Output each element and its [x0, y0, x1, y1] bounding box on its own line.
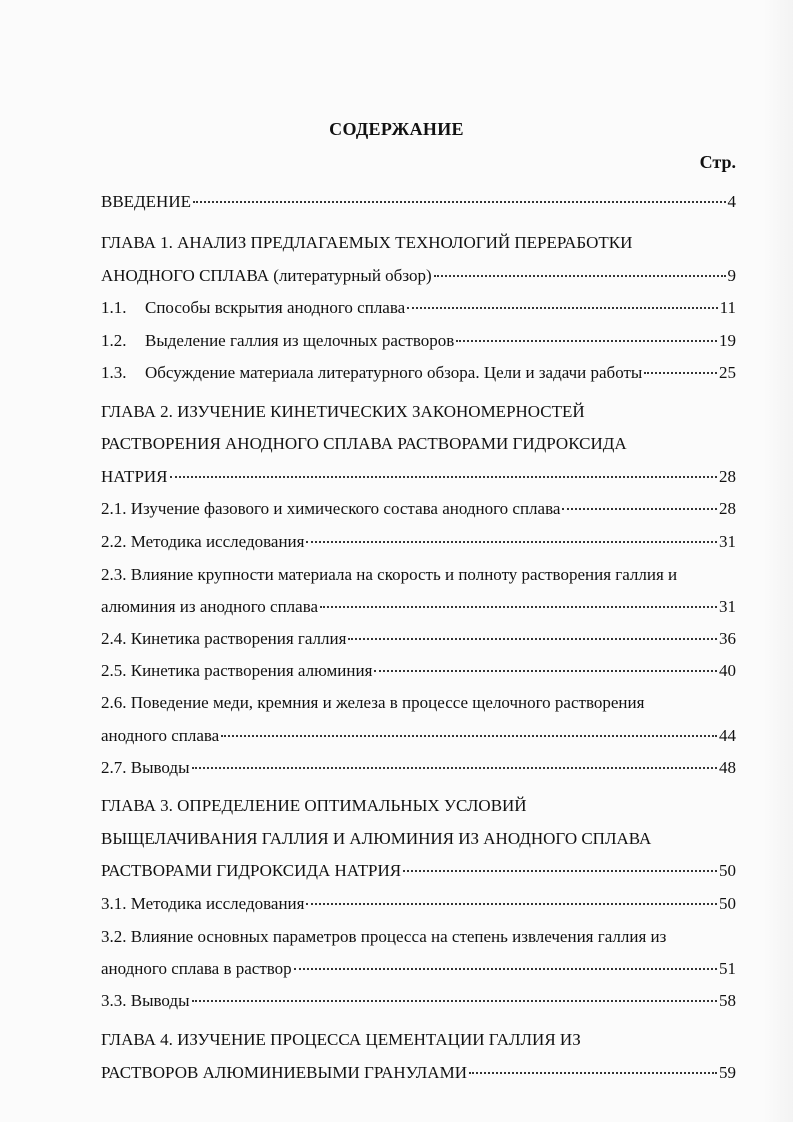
toc-page-number: 40 — [719, 661, 736, 680]
toc-entry-2-7[interactable] — [101, 757, 736, 779]
leader-dots — [644, 372, 717, 374]
toc-entry-text: 3.1. Методика исследования — [101, 894, 305, 913]
chapter-3-heading-line-1: ГЛАВА 3. ОПРЕДЕЛЕНИЕ ОПТИМАЛЬНЫХ УСЛОВИЙ — [101, 796, 527, 815]
toc-entry-text: 2.2. Методика исследования — [101, 532, 305, 551]
leader-dots — [469, 1072, 717, 1074]
toc-entry-chapter-2[interactable] — [101, 466, 736, 488]
toc-entry-3-2[interactable] — [101, 958, 736, 980]
toc-entry-2-1[interactable] — [101, 498, 736, 520]
section-number: 1.2. — [101, 331, 127, 350]
toc-entry-2-6[interactable] — [101, 725, 736, 747]
page-column-header: Стр. — [699, 152, 736, 172]
toc-entry-intro[interactable] — [101, 191, 736, 213]
toc-entry-chapter-1[interactable] — [101, 265, 736, 287]
toc-entry-1-3[interactable] — [101, 362, 736, 384]
toc-page-number: 4 — [727, 192, 736, 211]
toc-entry-text: анодного сплава — [101, 726, 220, 745]
toc-entry-text: алюминия из анодного сплава — [101, 597, 319, 616]
toc-page-number: 36 — [719, 629, 736, 648]
section-number: 1.1. — [101, 298, 127, 317]
toc-entry-text: 2.5. Кинетика растворения алюминия — [101, 661, 373, 680]
toc-entry-chapter-4[interactable] — [101, 1062, 736, 1084]
toc-entry-text: Обсуждение материала литературного обзора. Цели и задачи работы — [145, 363, 643, 382]
toc-entry-1-2[interactable] — [101, 330, 736, 352]
toc-page-number: 31 — [719, 597, 736, 616]
chapter-4-heading-line-1: ГЛАВА 4. ИЗУЧЕНИЕ ПРОЦЕССА ЦЕМЕНТАЦИИ ГАЛЛИЯ ИЗ — [101, 1030, 581, 1049]
leader-dots — [306, 903, 717, 905]
toc-entry-3-2-line-1: 3.2. Влияние основных параметров процесса на степень извлечения галлия из — [101, 927, 667, 946]
toc-entry-text: РАСТВОРОВ АЛЮМИНИЕВЫМИ ГРАНУЛАМИ — [101, 1063, 467, 1082]
toc-entry-2-3-line-1: 2.3. Влияние крупности материала на скорость и полноту растворения галлия и — [101, 565, 678, 584]
leader-dots — [434, 275, 726, 277]
toc-page-number: 51 — [719, 959, 736, 978]
leader-dots — [374, 670, 717, 672]
toc-entry-text: 2.1. Изучение фазового и химического состава анодного сплава — [101, 499, 561, 518]
toc-entry-chapter-3[interactable] — [101, 860, 736, 882]
toc-entry-2-3[interactable] — [101, 596, 736, 618]
toc-page-number: 59 — [719, 1063, 736, 1082]
toc-page-number: 58 — [719, 991, 736, 1010]
toc-entry-2-6-line-1: 2.6. Поведение меди, кремния и железа в процессе щелочного растворения — [101, 693, 645, 712]
chapter-2-heading-line-2: РАСТВОРЕНИЯ АНОДНОГО СПЛАВА РАСТВОРАМИ ГИДРОКСИДА — [101, 434, 627, 453]
toc-page-number: 50 — [719, 861, 736, 880]
section-number: 1.3. — [101, 363, 127, 382]
toc-page-number: 11 — [719, 298, 736, 317]
toc-page-number: 28 — [719, 499, 736, 518]
leader-dots — [193, 201, 726, 203]
toc-entry-text: анодного сплава в раствор — [101, 959, 292, 978]
leader-dots — [192, 767, 717, 769]
chapter-3-heading-line-2: ВЫЩЕЛАЧИВАНИЯ ГАЛЛИЯ И АЛЮМИНИЯ ИЗ АНОДНОГО СПЛАВА — [101, 829, 652, 848]
toc-entry-text: НАТРИЯ — [101, 467, 168, 486]
toc-entry-text: РАСТВОРАМИ ГИДРОКСИДА НАТРИЯ — [101, 861, 402, 880]
toc-page-number: 9 — [727, 266, 736, 285]
toc-page-number: 28 — [719, 467, 736, 486]
leader-dots — [221, 735, 717, 737]
chapter-2-heading-line-1: ГЛАВА 2. ИЗУЧЕНИЕ КИНЕТИЧЕСКИХ ЗАКОНОМЕРНОСТЕЙ — [101, 402, 585, 421]
toc-entry-text: 2.4. Кинетика растворения галлия — [101, 629, 347, 648]
leader-dots — [403, 870, 717, 872]
toc-entry-text: 3.3. Выводы — [101, 991, 190, 1010]
leader-dots — [407, 307, 717, 309]
toc-page-number: 44 — [719, 726, 736, 745]
toc-page-number: 25 — [719, 363, 736, 382]
toc-entry-text: Способы вскрытия анодного сплава — [145, 298, 406, 317]
toc-entry-text: Выделение галлия из щелочных растворов — [145, 331, 455, 350]
page-title: СОДЕРЖАНИЕ — [329, 119, 464, 139]
toc-entry-3-3[interactable] — [101, 990, 736, 1012]
toc-entry-2-4[interactable] — [101, 628, 736, 650]
leader-dots — [562, 508, 717, 510]
toc-entry-text: ВВЕДЕНИЕ — [101, 192, 191, 211]
toc-page-number: 19 — [719, 331, 736, 350]
toc-entry-3-1[interactable] — [101, 893, 736, 915]
toc-entry-1-1[interactable] — [101, 297, 736, 319]
toc-page-number: 48 — [719, 758, 736, 777]
leader-dots — [320, 606, 717, 608]
leader-dots — [348, 638, 717, 640]
toc-page-number: 31 — [719, 532, 736, 551]
leader-dots — [306, 541, 717, 543]
scan-shadow — [763, 0, 793, 1122]
toc-entry-2-5[interactable] — [101, 660, 736, 682]
leader-dots — [294, 968, 717, 970]
chapter-1-heading-line-1: ГЛАВА 1. АНАЛИЗ ПРЕДЛАГАЕМЫХ ТЕХНОЛОГИЙ ПЕРЕРАБОТКИ — [101, 233, 633, 252]
leader-dots — [170, 476, 717, 478]
toc-entry-2-2[interactable] — [101, 531, 736, 553]
toc-entry-text: 2.7. Выводы — [101, 758, 190, 777]
toc-entry-text: АНОДНОГО СПЛАВА (литературный обзор) — [101, 266, 432, 285]
leader-dots — [456, 340, 717, 342]
leader-dots — [192, 1000, 717, 1002]
toc-page-number: 50 — [719, 894, 736, 913]
